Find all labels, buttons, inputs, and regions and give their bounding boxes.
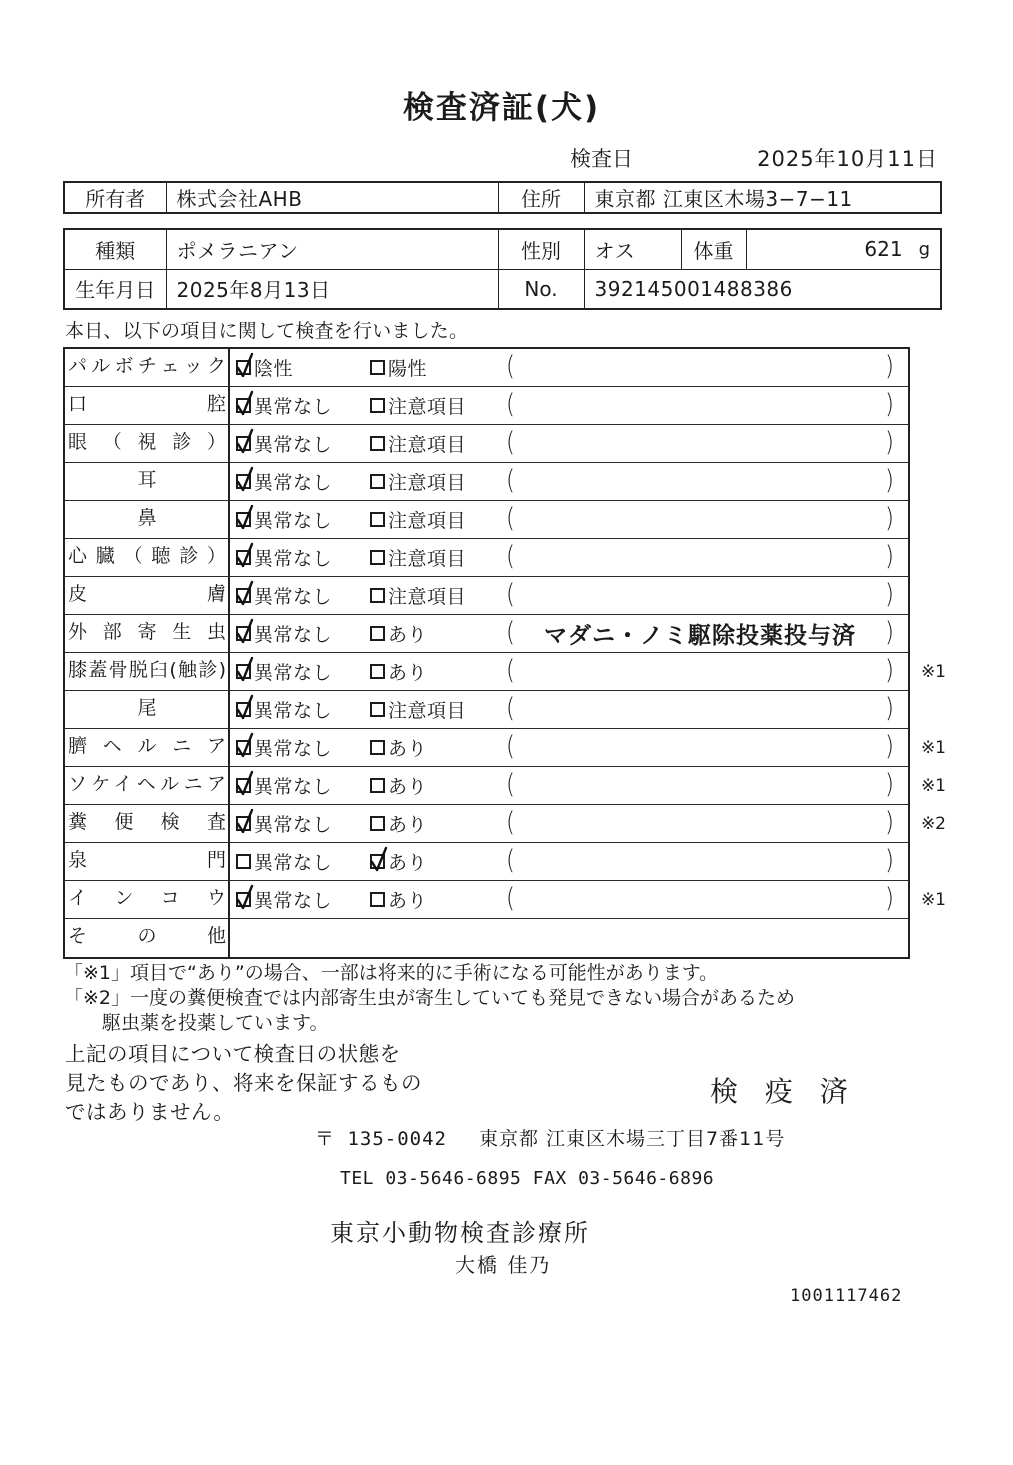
checklist-row: [65, 767, 946, 805]
option-2-label: あり: [388, 814, 428, 836]
option-1: [230, 886, 364, 913]
result-field: [500, 693, 908, 724]
checklist-row-content: [230, 653, 908, 690]
result-field: [500, 465, 908, 496]
checklist-row: [65, 539, 908, 577]
option-2-label: 注意項目: [388, 548, 467, 570]
checkbox-option-2: [370, 588, 385, 603]
checkbox-option-1: [236, 588, 251, 603]
inspection-date-line: [63, 143, 940, 171]
close-paren: ): [885, 769, 894, 800]
checklist-row-content: [230, 767, 908, 804]
open-paren: (: [506, 579, 515, 610]
option-2: [364, 658, 500, 685]
footnote-1: 「※1」項目で“あり”の場合、一部は将来的に手術になる可能性があります。: [64, 962, 719, 984]
owner-value: 株式会社AHB: [166, 182, 498, 213]
option-1-label: 異常なし: [254, 776, 333, 798]
result-field: [500, 731, 908, 762]
result-field: [500, 617, 908, 650]
option-1-label: 異常なし: [254, 738, 333, 760]
clinic-address: 東京都 江東区木場三丁目7番11号: [479, 1128, 786, 1150]
checklist-row: [65, 349, 908, 387]
open-paren: (: [506, 465, 515, 496]
option-1-label: 異常なし: [254, 586, 333, 608]
checklist-row-content: [230, 425, 908, 462]
checklist-item-label: 口腔: [65, 387, 230, 424]
checkbox-option-1: [236, 398, 251, 413]
checklist-item-label: ソケイヘルニア: [65, 767, 230, 804]
checkbox-option-2: [370, 740, 385, 755]
close-paren: ): [885, 465, 894, 496]
option-2: [364, 430, 500, 457]
option-1-label: 異常なし: [254, 472, 333, 494]
option-2-label: 注意項目: [388, 510, 467, 532]
option-1: [230, 620, 364, 647]
checklist-table: [63, 347, 946, 959]
checkbox-option-1: [236, 664, 251, 679]
checkbox-option-2: [370, 626, 385, 641]
option-2: [364, 354, 500, 381]
close-paren: ): [885, 427, 894, 458]
option-2-label: あり: [388, 776, 428, 798]
option-2: [364, 772, 500, 799]
open-paren: (: [506, 655, 515, 686]
close-paren: ): [885, 693, 894, 724]
checklist-item-label: 膝蓋骨脱臼(触診): [65, 653, 230, 690]
postal-code: 〒 135-0042: [315, 1128, 447, 1150]
check-mark-icon: [368, 845, 390, 875]
checklist-row-content: [230, 843, 908, 880]
checkbox-option-1: [236, 854, 251, 869]
checklist-item-label: 鼻: [65, 501, 230, 538]
option-1-label: 異常なし: [254, 396, 333, 418]
checklist-row: [65, 919, 908, 957]
checklist-row: [65, 881, 946, 919]
checklist-item-label: 臍ヘルニア: [65, 729, 230, 766]
close-paren: ): [885, 845, 894, 876]
close-paren: ): [885, 617, 894, 648]
open-paren: (: [506, 389, 515, 420]
option-2-label: あり: [388, 662, 428, 684]
checklist-item-label: 眼（視診）: [65, 425, 230, 462]
owner-label: 所有者: [64, 182, 166, 213]
close-paren: ): [885, 807, 894, 838]
checklist-row: [65, 843, 908, 881]
footnote-marker: ※1: [920, 775, 946, 796]
close-paren: ): [885, 503, 894, 534]
serial-number: 1001117462: [790, 1286, 903, 1306]
option-2: [364, 696, 500, 723]
tel-fax-line: TEL 03-5646-6895 FAX 03-5646-6896: [340, 1168, 715, 1189]
owner-table: [63, 181, 942, 214]
option-1: [230, 772, 364, 799]
checkbox-option-2: [370, 854, 385, 869]
checkbox-option-2: [370, 360, 385, 375]
checklist-row-content: [230, 539, 908, 576]
checklist-row-content: [230, 349, 908, 386]
checkbox-option-1: [236, 626, 251, 641]
intro-text: 本日、以下の項目に関して検査を行いました。: [65, 320, 469, 342]
no-value: 392145001488386: [584, 269, 941, 309]
result-text: マダニ・ノミ駆除投薬投与済: [544, 623, 856, 649]
checklist-item-label: 皮膚: [65, 577, 230, 614]
open-paren: (: [506, 731, 515, 762]
check-mark-icon: [234, 351, 256, 381]
open-paren: (: [506, 845, 515, 876]
option-1: [230, 468, 364, 495]
result-field: [500, 351, 908, 382]
option-2-label: 注意項目: [388, 700, 467, 722]
check-mark-icon: [234, 427, 256, 457]
checklist-row-content: [230, 881, 908, 918]
option-2-label: 注意項目: [388, 586, 467, 608]
option-2-label: あり: [388, 624, 428, 646]
owner-row: [64, 182, 941, 213]
footnote-2: 「※2」一度の糞便検査では内部寄生虫が寄生していても発見できない場合があるため: [64, 987, 796, 1009]
result-field: [500, 883, 908, 914]
open-paren: (: [506, 617, 515, 648]
option-1: [230, 658, 364, 685]
result-field: [500, 503, 908, 534]
checklist-item-label: 糞便検査: [65, 805, 230, 842]
check-mark-icon: [234, 769, 256, 799]
checkbox-option-1: [236, 778, 251, 793]
option-2: [364, 392, 500, 419]
option-1-label: 異常なし: [254, 700, 333, 722]
checkbox-option-2: [370, 892, 385, 907]
result-field: [500, 579, 908, 610]
disclaimer-line-3: ではありません。: [65, 1100, 235, 1124]
check-mark-icon: [234, 389, 256, 419]
result-field: [500, 427, 908, 458]
option-2: [364, 468, 500, 495]
weight-value: 621: [864, 237, 903, 262]
option-1-label: 異常なし: [254, 434, 333, 456]
option-2: [364, 506, 500, 533]
option-2: [364, 886, 500, 913]
check-mark-icon: [234, 693, 256, 723]
option-1: [230, 734, 364, 761]
quarantine-stamp: 検 疫 済: [710, 1075, 857, 1108]
checklist-row: [65, 425, 908, 463]
checkbox-option-2: [370, 436, 385, 451]
checkbox-option-1: [236, 360, 251, 375]
breed-label: 種類: [64, 229, 166, 269]
option-1-label: 異常なし: [254, 510, 333, 532]
checkbox-option-2: [370, 702, 385, 717]
checklist-row: [65, 387, 908, 425]
veterinarian-name: 大橋 佳乃: [455, 1253, 552, 1277]
option-1: [230, 392, 364, 419]
check-mark-icon: [234, 655, 256, 685]
checkbox-option-2: [370, 816, 385, 831]
checklist-item-label: 泉門: [65, 843, 230, 880]
clinic-name: 東京小動物検査診療所: [330, 1219, 590, 1247]
option-2-label: あり: [388, 738, 428, 760]
open-paren: (: [506, 883, 515, 914]
checklist-row: [65, 615, 908, 653]
result-field: [500, 655, 908, 686]
checkbox-option-1: [236, 474, 251, 489]
open-paren: (: [506, 351, 515, 382]
open-paren: (: [506, 807, 515, 838]
check-mark-icon: [234, 503, 256, 533]
option-2-label: 注意項目: [388, 472, 467, 494]
option-1-label: 異常なし: [254, 662, 333, 684]
checklist-row-content: [230, 463, 908, 500]
close-paren: ): [885, 883, 894, 914]
birth-label: 生年月日: [64, 269, 166, 309]
checkbox-option-2: [370, 550, 385, 565]
page-title: 検査済証(犬): [402, 90, 601, 126]
checkbox-option-1: [236, 892, 251, 907]
option-2-label: あり: [388, 852, 428, 874]
checklist-row: [65, 805, 946, 843]
open-paren: (: [506, 541, 515, 572]
result-field: [500, 541, 908, 572]
option-2: [364, 582, 500, 609]
check-mark-icon: [234, 541, 256, 571]
birth-row: [64, 269, 941, 309]
address-value: 東京都 江東区木場3−7−11: [584, 182, 941, 213]
check-mark-icon: [234, 731, 256, 761]
checklist-row-content: [230, 919, 908, 957]
breed-value: ポメラニアン: [166, 229, 498, 269]
option-1: [230, 430, 364, 457]
option-1: [230, 582, 364, 609]
footnote-2-continued: 駆虫薬を投薬しています。: [102, 1012, 329, 1034]
inspection-date-label: 検査日: [570, 147, 633, 171]
option-2: [364, 620, 500, 647]
clinic-postal-line: [315, 1124, 785, 1151]
inspection-date-value: 2025年10月11日: [757, 147, 938, 171]
option-1: [230, 544, 364, 571]
check-mark-icon: [234, 465, 256, 495]
open-paren: (: [506, 769, 515, 800]
footnote-marker: ※1: [920, 661, 946, 682]
checklist-row-content: [230, 805, 908, 842]
disclaimer-line-2: 見たものであり、将来を保証するもの: [65, 1071, 422, 1095]
option-1-label: 陰性: [254, 358, 294, 380]
footnote-marker: ※1: [920, 737, 946, 758]
open-paren: (: [506, 503, 515, 534]
option-2-label: あり: [388, 890, 428, 912]
checklist-item-label: インコウ: [65, 881, 230, 918]
checkbox-option-2: [370, 664, 385, 679]
checkbox-option-2: [370, 474, 385, 489]
option-1: [230, 696, 364, 723]
option-1: [230, 354, 364, 381]
checklist-item-label: その他: [65, 919, 230, 957]
close-paren: ): [885, 541, 894, 572]
no-label: No.: [498, 269, 584, 309]
option-2-label: 陽性: [388, 358, 428, 380]
sex-value: オス: [584, 229, 681, 269]
checklist-item-label: パルボチェック: [65, 349, 230, 386]
birth-value: 2025年8月13日: [166, 269, 498, 309]
address-label: 住所: [498, 182, 584, 213]
checklist-row: [65, 577, 908, 615]
checklist-row-content: [230, 615, 908, 652]
option-2-label: 注意項目: [388, 434, 467, 456]
close-paren: ): [885, 351, 894, 382]
option-2-label: 注意項目: [388, 396, 467, 418]
sex-label: 性別: [498, 229, 584, 269]
check-mark-icon: [234, 617, 256, 647]
checklist-row: [65, 653, 946, 691]
check-mark-icon: [234, 579, 256, 609]
option-2: [364, 848, 500, 875]
disclaimer-line-1: 上記の項目について検査日の状態を: [65, 1042, 401, 1066]
result-field: [500, 769, 908, 800]
checkbox-option-2: [370, 778, 385, 793]
close-paren: ): [885, 731, 894, 762]
checkbox-option-1: [236, 436, 251, 451]
checklist-item-label: 尾: [65, 691, 230, 728]
checkbox-option-2: [370, 512, 385, 527]
pet-info-table: [63, 228, 942, 310]
check-mark-icon: [234, 807, 256, 837]
result-field: [500, 807, 908, 838]
open-paren: (: [506, 693, 515, 724]
open-paren: (: [506, 427, 515, 458]
option-1-label: 異常なし: [254, 624, 333, 646]
checklist-item-label: 外部寄生虫: [65, 615, 230, 652]
result-field: [500, 389, 908, 420]
checklist-row-content: [230, 729, 908, 766]
option-2: [364, 810, 500, 837]
checklist-row: [65, 729, 946, 767]
checklist-item-label: 心臓（聴診）: [65, 539, 230, 576]
option-1-label: 異常なし: [254, 548, 333, 570]
checkbox-option-1: [236, 816, 251, 831]
check-mark-icon: [234, 883, 256, 913]
option-1: [230, 848, 364, 875]
checklist-row: [65, 501, 908, 539]
footnotes: [64, 961, 795, 1036]
checkbox-option-1: [236, 740, 251, 755]
disclaimer-text: [65, 1040, 422, 1127]
close-paren: ): [885, 655, 894, 686]
result-field: [500, 845, 908, 876]
checklist-row: [65, 463, 908, 501]
weight-label: 体重: [681, 229, 746, 269]
checklist-row-content: [230, 577, 908, 614]
weight-cell: [746, 229, 941, 269]
checkbox-option-1: [236, 702, 251, 717]
checkbox-option-1: [236, 550, 251, 565]
breed-row: [64, 229, 941, 269]
option-1: [230, 506, 364, 533]
option-1-label: 異常なし: [254, 814, 333, 836]
option-1: [230, 810, 364, 837]
weight-unit: g: [918, 238, 930, 260]
checkbox-option-1: [236, 512, 251, 527]
footnote-marker: ※1: [920, 889, 946, 910]
checkbox-option-2: [370, 398, 385, 413]
checklist-row-content: [230, 501, 908, 538]
option-1-label: 異常なし: [254, 852, 333, 874]
close-paren: ): [885, 389, 894, 420]
option-2: [364, 734, 500, 761]
option-2: [364, 544, 500, 571]
checklist-row-content: [230, 691, 908, 728]
close-paren: ): [885, 579, 894, 610]
checklist-row-content: [230, 387, 908, 424]
footnote-marker: ※2: [920, 813, 946, 834]
checklist-row: [65, 691, 908, 729]
option-1-label: 異常なし: [254, 890, 333, 912]
checklist-item-label: 耳: [65, 463, 230, 500]
